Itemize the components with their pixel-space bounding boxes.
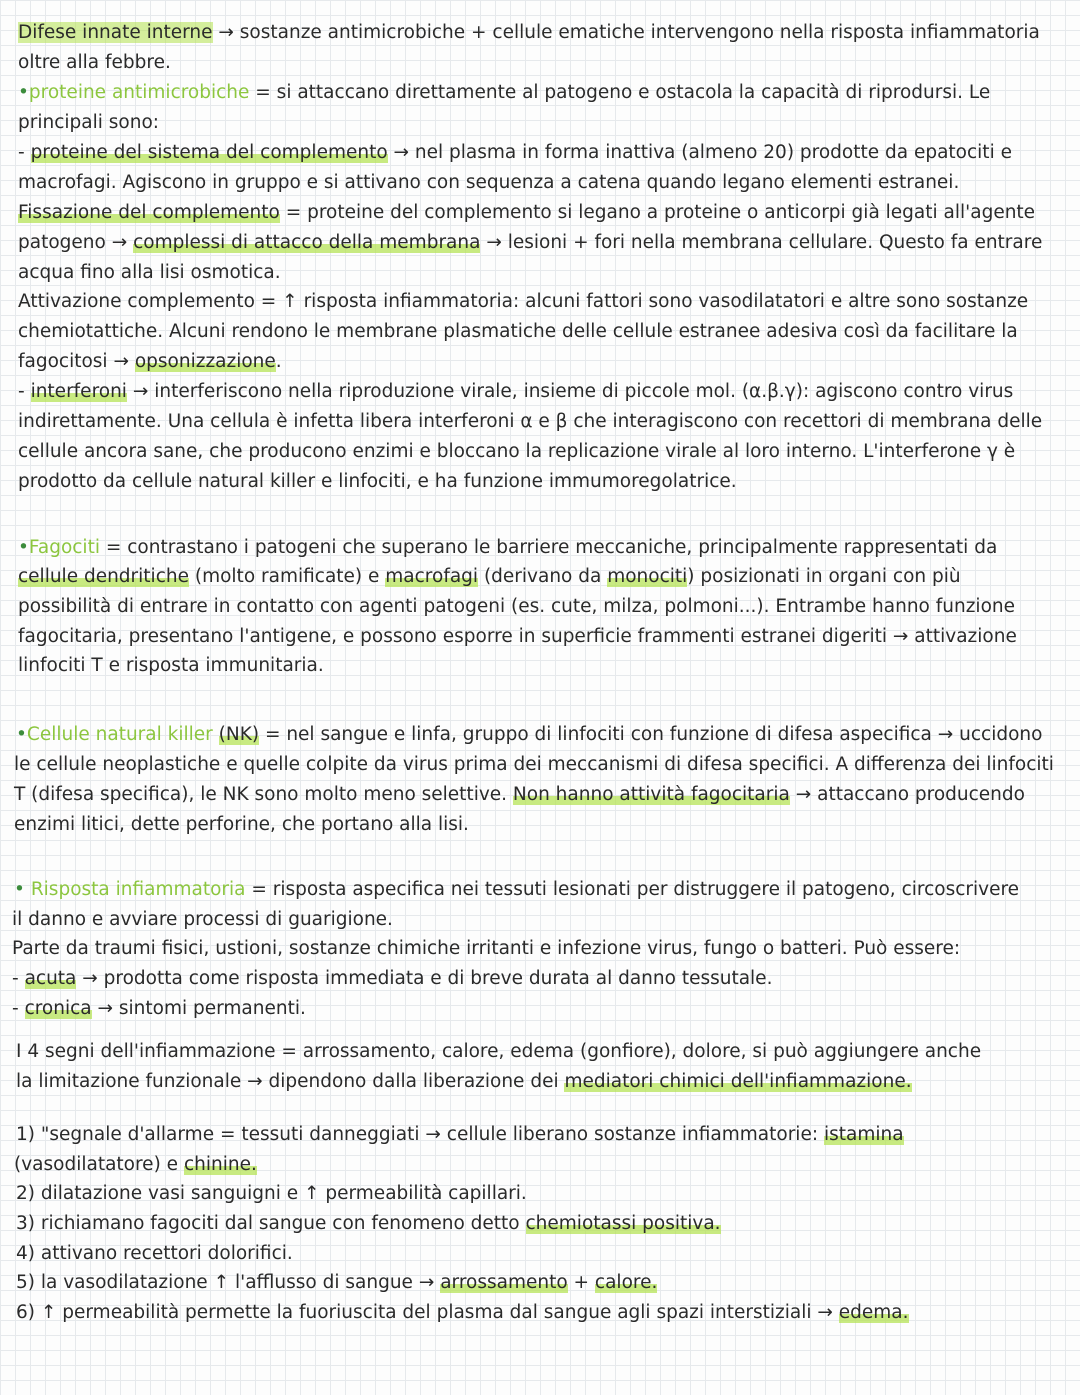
highlighted-term: interferoni (30, 381, 127, 402)
text-line: •Fagociti = contrastano i patogeni che superano le barriere meccaniche, principalmente rappresentati da (18, 537, 998, 558)
text-line: I 4 segni dell'infiammazione = arrossamento, calore, edema (gonfiore), dolore, si può aggiungere anche (16, 1041, 982, 1062)
bullet-dot: • (18, 537, 29, 558)
list-item: 4) attivano recettori dolorifici. (16, 1243, 293, 1264)
text-line: • Risposta infiammatoria = risposta aspecifica nei tessuti lesionati per distruggere il patogeno, circoscrivere (14, 879, 1020, 900)
highlighted-term: Fissazione del complemento (18, 202, 280, 223)
text-line: patogeno → complessi di attacco della membrana → lesioni + fori nella membrana cellulare. Questo fa entrare (18, 232, 1043, 253)
list-item: 6) ↑ permeabilità permette la fuoriuscita del plasma dal sangue agli spazi interstiziali → edema. (16, 1302, 909, 1323)
highlighted-term: cellule dendritiche (18, 566, 189, 587)
highlighted-term: chemiotassi positiva. (525, 1213, 721, 1234)
text-line: Attivazione complemento = ↑ risposta infiammatoria: alcuni fattori sono vasodilatatori e altre sono sostanze (18, 291, 1029, 312)
text-line: Fissazione del complemento = proteine del complemento si legano a proteine o anticorpi già legati all'agente (18, 202, 1036, 223)
highlighted-term: edema. (838, 1302, 909, 1323)
highlighted-term: proteine del sistema del complemento (30, 142, 388, 163)
text-line: •proteine antimicrobiche = si attaccano direttamente al patogeno e ostacola la capacità di riprodursi. Le (18, 82, 991, 103)
text-line: possibilità di entrare in contatto con agenti patogeni (es. cute, milza, polmoni...). Entrambe hanno funzione (18, 596, 1015, 617)
text-line: principali sono: (18, 112, 159, 133)
highlighted-term: complessi di attacco della membrana (133, 232, 481, 253)
highlighted-term: opsonizzazione (134, 351, 276, 372)
text-line: macrofagi. Agiscono in gruppo e si attivano con sequenza a catena quando legano elementi estranei. (18, 172, 960, 193)
text-line: fagocitaria, presentano l'antigene, e possono esporre in superficie frammenti estranei digeriti → attivazione (18, 626, 1017, 647)
list-item: 5) la vasodilatazione ↑ l'afflusso di sangue → arrossamento + calore. (16, 1272, 658, 1293)
text-line: chemiotattiche. Alcuni rendono le membrane plasmatiche delle cellule estranee adesiva così da facilitare la (18, 321, 1018, 342)
highlighted-term: Difese innate interne (18, 22, 213, 43)
text-line: - acuta → prodotta come risposta immediata e di breve durata al danno tessutale. (12, 968, 773, 989)
green-term: Risposta infiammatoria (30, 879, 246, 900)
text-line: cellule dendritiche (molto ramificate) e macrofagi (derivano da monociti) posizionati in organi con più (18, 566, 961, 587)
arrow-up-icon: ↑ (282, 291, 298, 312)
arrow-up-icon: ↑ (40, 1302, 57, 1323)
text-line: - interferoni → interferiscono nella riproduzione virale, insieme di piccole mol. (α.β.γ): agiscono contro virus (18, 381, 1014, 402)
text-line: - proteine del sistema del complemento → nel plasma in forma inattiva (almeno 20) prodotte da epatociti e (18, 142, 1012, 163)
bullet-dot: • (14, 879, 25, 900)
list-item: 3) richiamano fagociti dal sangue con fenomeno detto chemiotassi positiva. (16, 1213, 721, 1234)
text-line: prodotto da cellule natural killer e linfociti, e ha funzione immumoregolatrice. (18, 471, 737, 492)
highlighted-term: cronica (24, 998, 92, 1019)
text-line: la limitazione funzionale → dipendono dalla liberazione dei mediatori chimici dell'infiammazione. (16, 1071, 912, 1092)
text-line: - cronica → sintomi permanenti. (12, 998, 306, 1019)
highlighted-term: monociti (607, 566, 688, 587)
text-line: oltre alla febbre. (18, 52, 171, 73)
text-line: acqua fino alla lisi osmotica. (18, 262, 281, 283)
arrow-up-icon: ↑ (213, 1272, 230, 1293)
text-line: indirettamente. Una cellula è infetta libera interferoni α e β che interagiscono con recettori di membrana delle (18, 411, 1043, 432)
highlighted-term: acuta (24, 968, 77, 989)
list-item: 1) "segnale d'allarme = tessuti danneggiati → cellule liberano sostanze infiammatorie: istamina (16, 1124, 904, 1145)
text-line: •Cellule natural killer (NK) = nel sangue e linfa, gruppo di linfociti con funzione di difesa aspecifica → uccidono (16, 724, 1043, 745)
green-term: Cellule natural killer (26, 724, 213, 745)
list-item: (vasodilatatore) e chinine. (14, 1154, 257, 1175)
text-line: T (difesa specifica), le NK sono molto meno selettive. Non hanno attività fagocitaria → attaccano producendo (14, 784, 1025, 805)
text-line: fagocitosi → opsonizzazione. (18, 351, 282, 372)
text-line: Difese innate interne → sostanze antimicrobiche + cellule ematiche intervengono nella risposta infiammatoria (18, 22, 1040, 43)
highlighted-term: arrossamento (440, 1272, 568, 1293)
bullet-dot: • (16, 724, 27, 745)
text-line: le cellule neoplastiche e quelle colpite da virus prima dei meccanismi di difesa specifici. A differenza dei linfociti (14, 754, 1054, 775)
bullet-dot: • (18, 82, 29, 103)
highlighted-term: mediatori chimici dell'infiammazione. (564, 1071, 912, 1092)
highlighted-term: (NK) (218, 724, 260, 745)
highlighted-term: macrofagi (385, 566, 479, 587)
highlighted-term: chinine. (183, 1154, 257, 1175)
highlighted-term: calore. (594, 1272, 658, 1293)
text-line: linfociti T e risposta immunitaria. (18, 655, 324, 676)
arrow-up-icon: ↑ (303, 1183, 320, 1204)
text-line: Parte da traumi fisici, ustioni, sostanze chimiche irritanti e infezione virus, fungo o batteri. Può essere: (12, 938, 961, 959)
text-line: il danno e avviare processi di guarigione. (12, 909, 393, 930)
highlighted-term: Non hanno attività fagocitaria (512, 784, 790, 805)
list-item: 2) dilatazione vasi sanguigni e ↑ permeabilità capillari. (16, 1183, 527, 1204)
text-line: cellule ancora sane, che producono enzimi e bloccano la replicazione virale al loro interno. L'interferone γ è (18, 441, 1016, 462)
highlighted-term: istamina (823, 1124, 904, 1145)
green-term: Fagociti (28, 537, 100, 558)
green-term: proteine antimicrobiche (28, 82, 250, 103)
text-line: enzimi litici, dette perforine, che portano alla lisi. (14, 814, 469, 835)
